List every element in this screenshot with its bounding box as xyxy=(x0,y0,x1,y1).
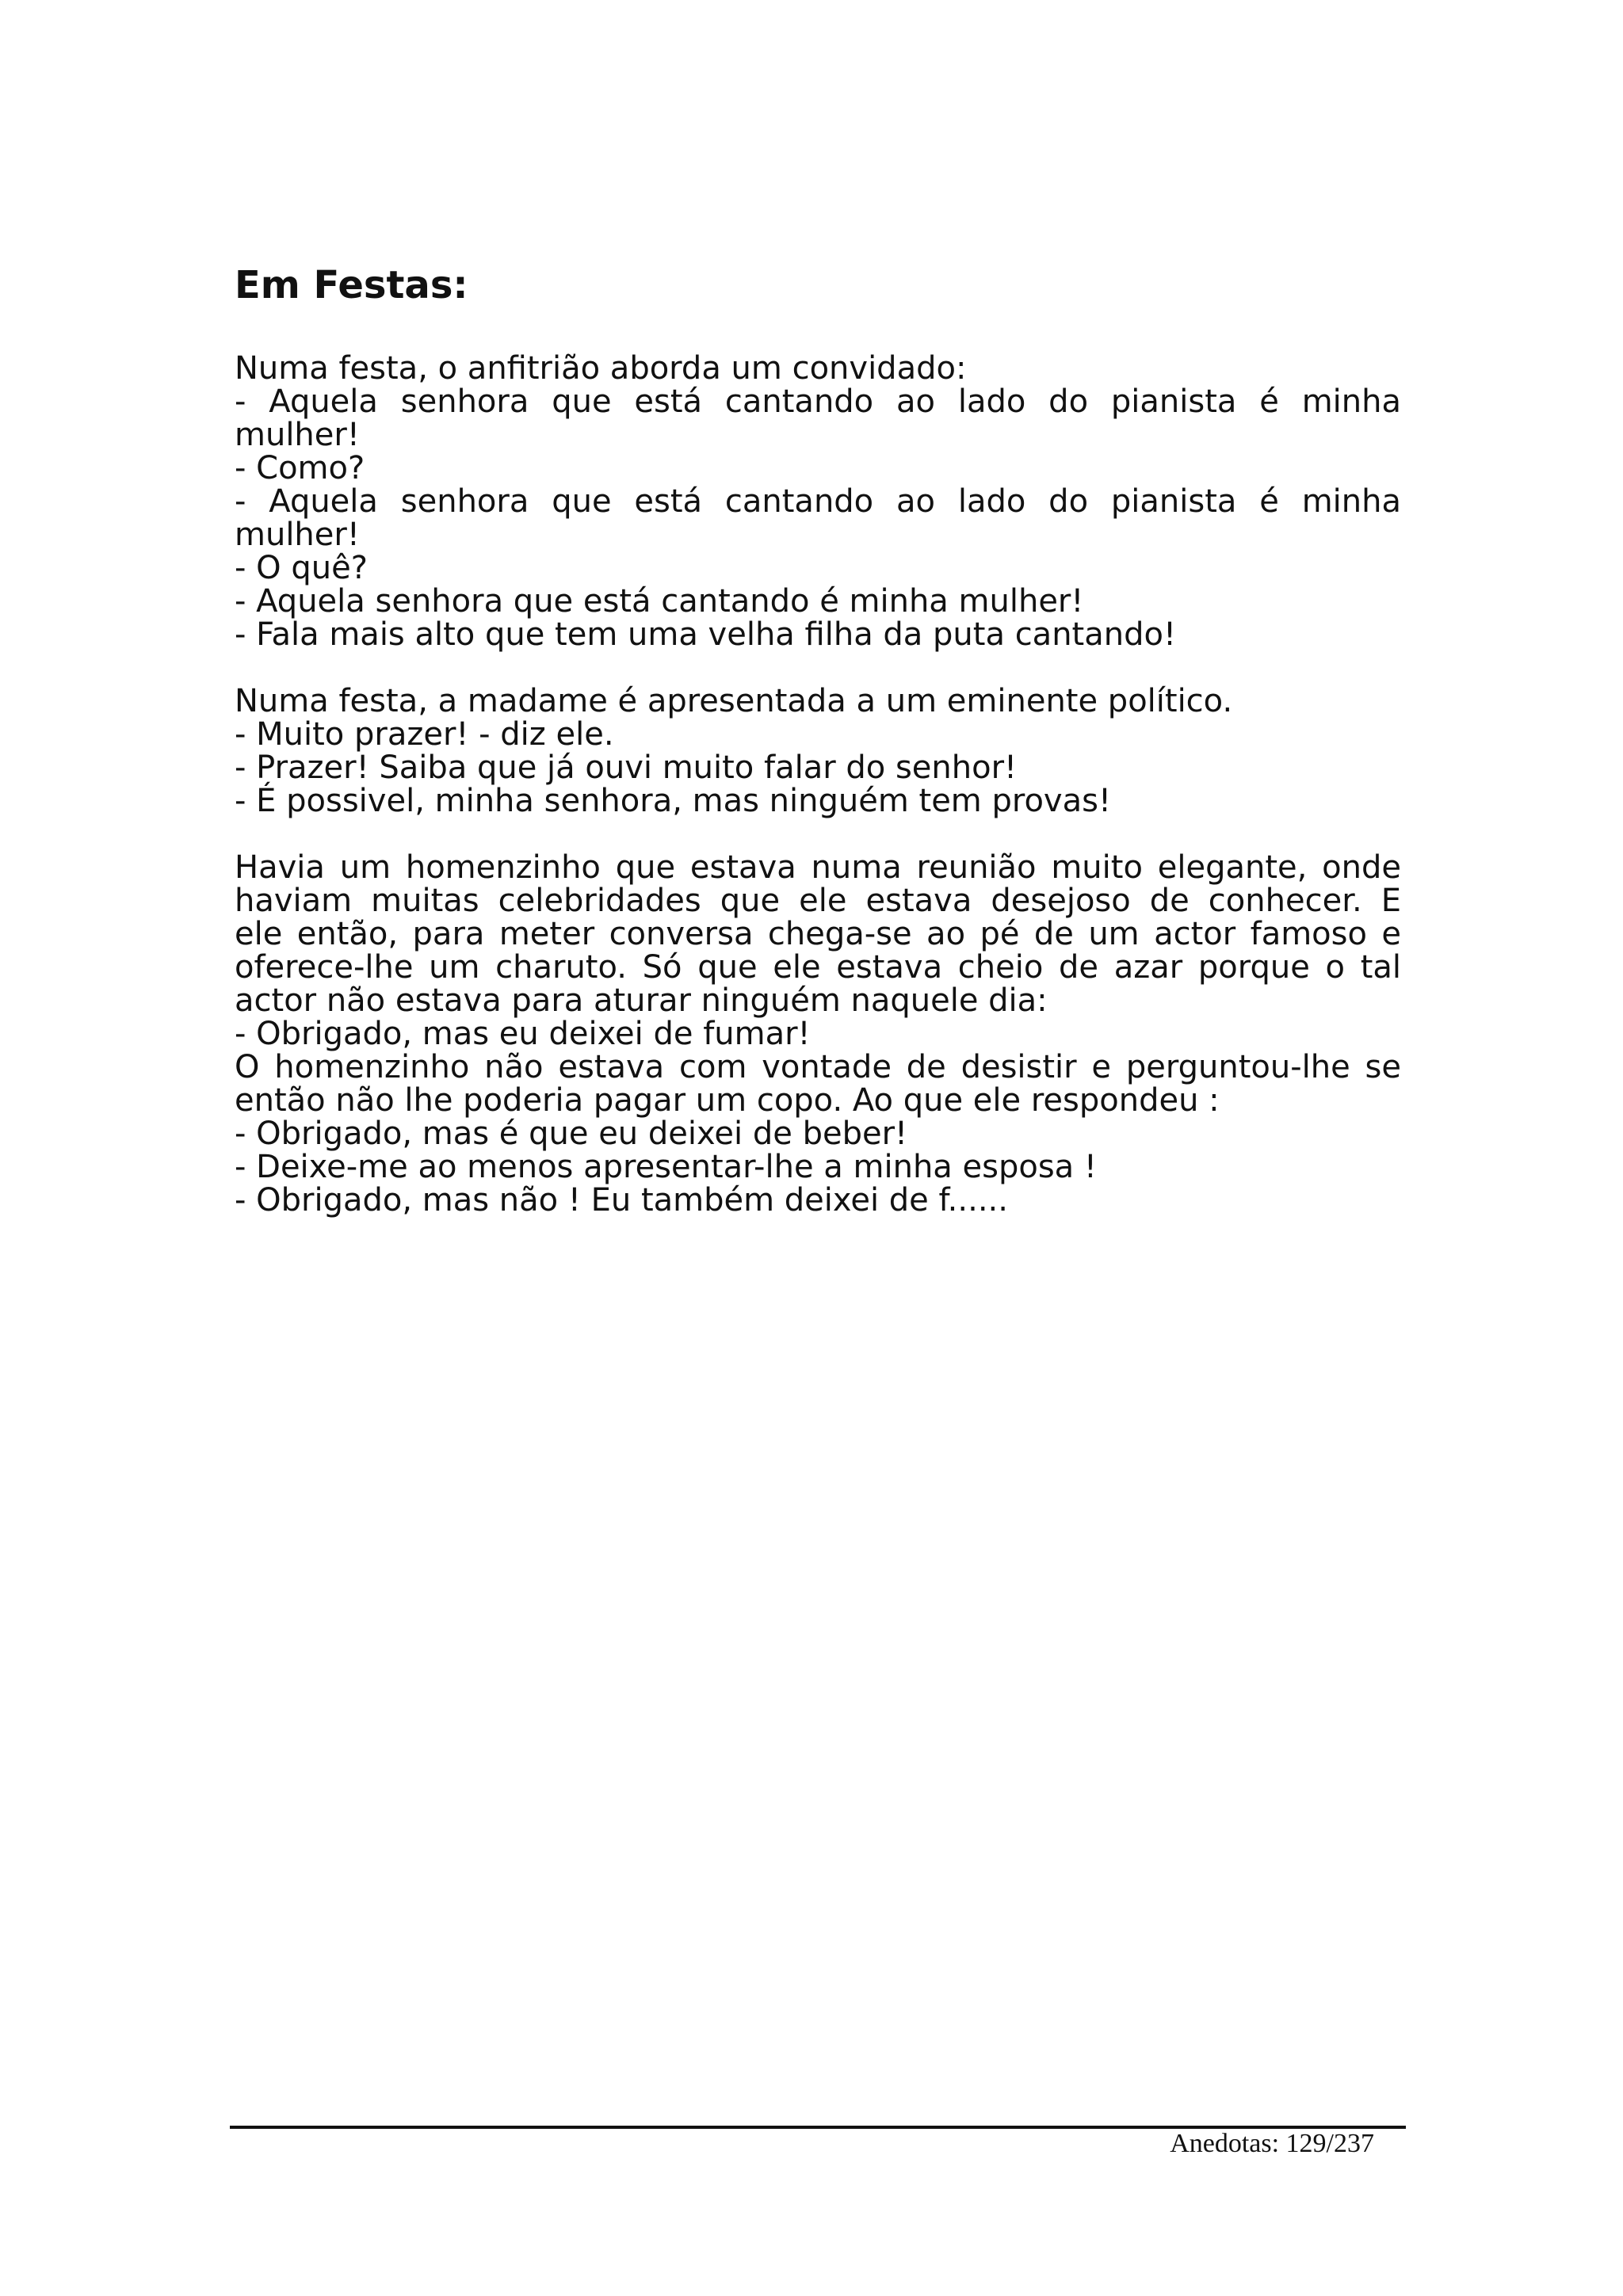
joke-1 xyxy=(235,352,1401,651)
joke-line: - Fala mais alto que tem uma velha filha da puta cantando! xyxy=(235,616,1176,653)
page-content xyxy=(235,261,1401,1250)
joke-line: ele então, para meter conversa chega-se ao pé de um actor famoso e xyxy=(235,916,1401,952)
page-number: Anedotas: 129/237 xyxy=(1170,2129,1374,2158)
joke-3 xyxy=(235,851,1401,1217)
joke-line: Numa festa, a madame é apresentada a um eminente político. xyxy=(235,683,1233,719)
joke-line: - Prazer! Saiba que já ouvi muito falar do senhor! xyxy=(235,749,1018,786)
page-title: Em Festas: xyxy=(235,263,468,307)
joke-line: - É possivel, minha senhora, mas ninguém tem provas! xyxy=(235,783,1111,819)
joke-line: - Como? xyxy=(235,450,365,486)
joke-2 xyxy=(235,685,1401,818)
joke-line: Havia um homenzinho que estava numa reunião muito elegante, onde xyxy=(235,849,1401,886)
joke-line: Numa festa, o anfitrião aborda um convidado: xyxy=(235,350,967,387)
joke-line: actor não estava para aturar ninguém naquele dia: xyxy=(235,982,1048,1019)
joke-line: - Aquela senhora que está cantando ao lado do pianista é minha xyxy=(235,483,1401,520)
joke-line: - Aquela senhora que está cantando é minha mulher! xyxy=(235,583,1084,620)
joke-line: - Obrigado, mas é que eu deixei de beber! xyxy=(235,1116,908,1152)
joke-line: O homenzinho não estava com vontade de desistir e perguntou-lhe se xyxy=(235,1049,1401,1085)
joke-line: - Muito prazer! - diz ele. xyxy=(235,716,614,753)
joke-line: - Deixe-me ao menos apresentar-lhe a minha esposa ! xyxy=(235,1149,1097,1185)
joke-line: então não lhe poderia pagar um copo. Ao que ele respondeu : xyxy=(235,1082,1220,1119)
joke-line: mulher! xyxy=(235,417,360,453)
joke-line: - O quê? xyxy=(235,550,368,586)
joke-line: - Obrigado, mas eu deixei de fumar! xyxy=(235,1016,811,1052)
joke-line: - Obrigado, mas não ! Eu também deixei de f...... xyxy=(235,1182,1008,1219)
joke-line: mulher! xyxy=(235,517,360,553)
joke-line: oferece-lhe um charuto. Só que ele estava cheio de azar porque o tal xyxy=(235,949,1401,986)
joke-line: - Aquela senhora que está cantando ao lado do pianista é minha xyxy=(235,383,1401,420)
joke-line: haviam muitas celebridades que ele estava desejoso de conhecer. E xyxy=(235,883,1401,919)
